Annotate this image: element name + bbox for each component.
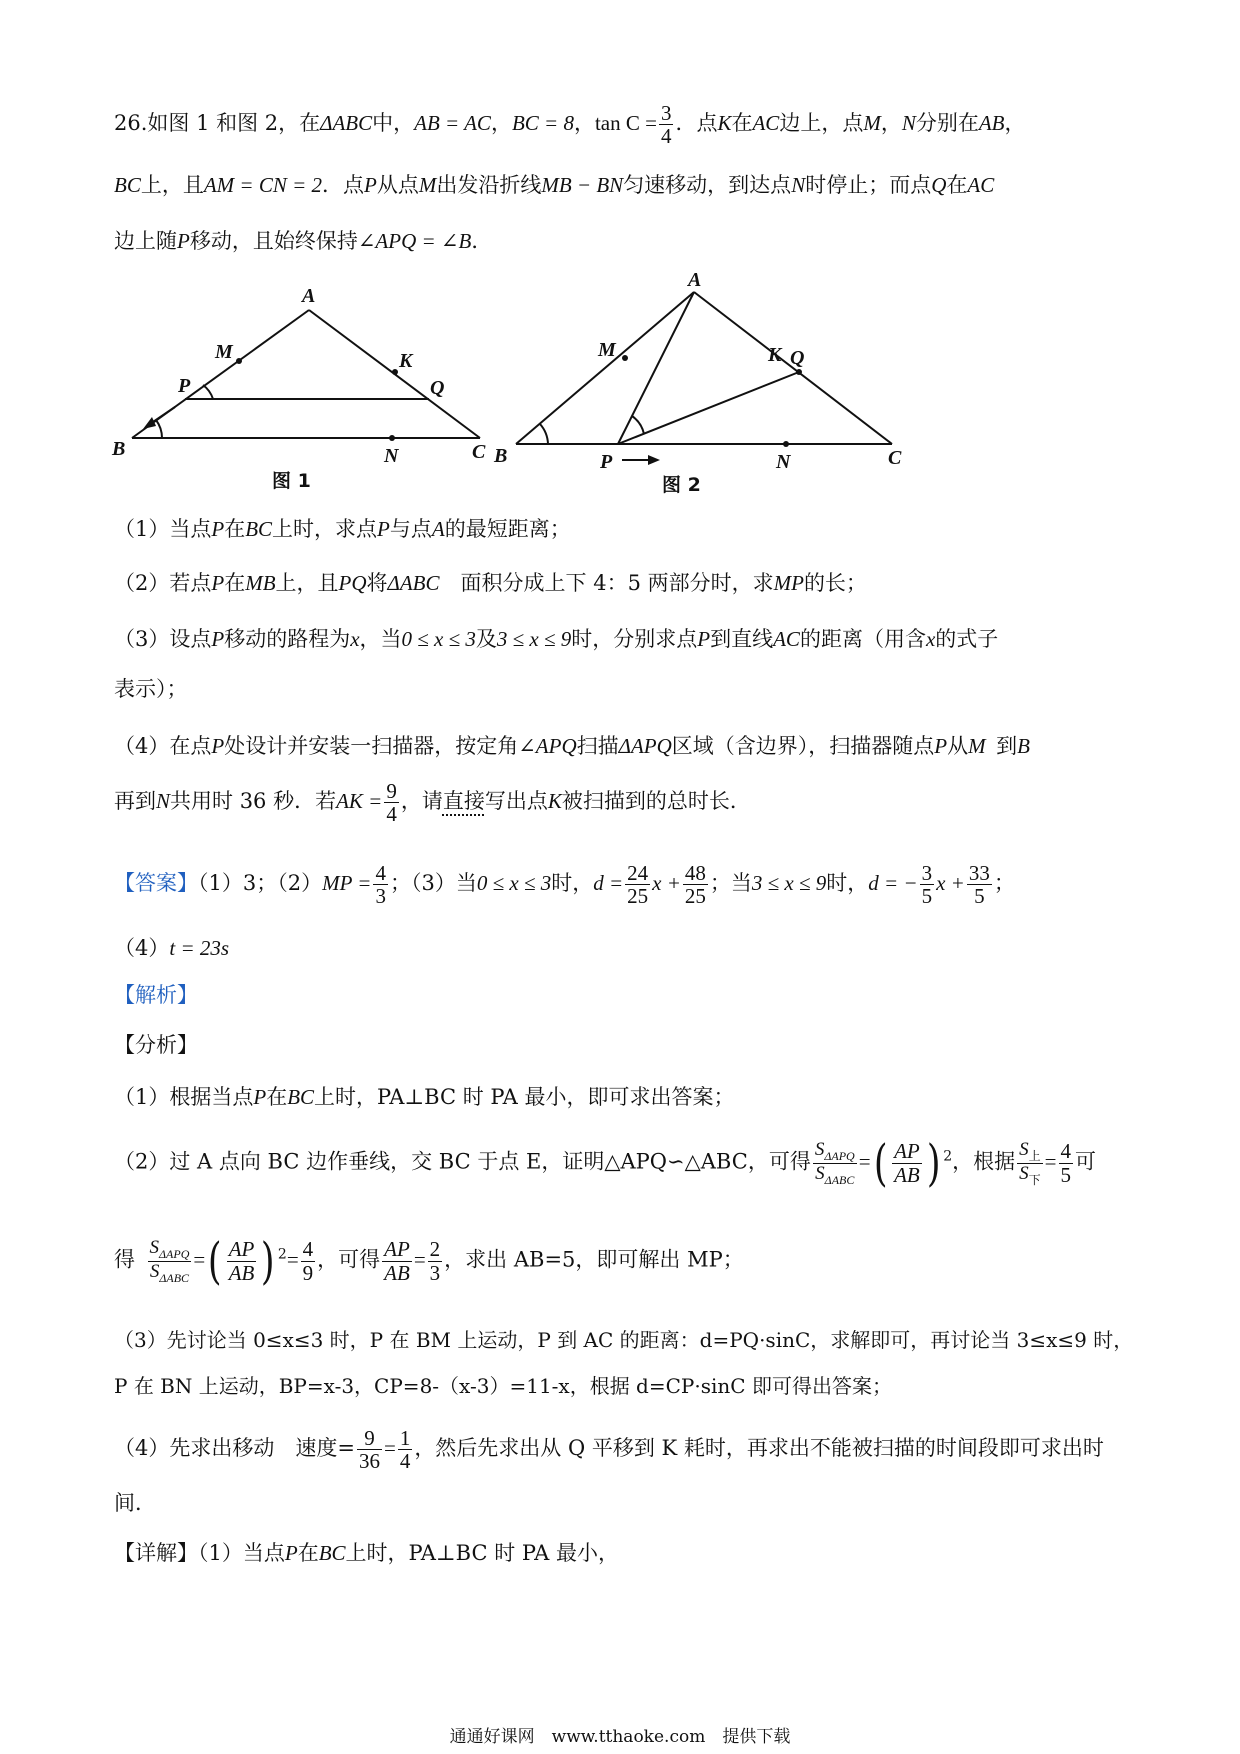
fig1-point-n	[389, 435, 395, 441]
fig1-label-c: C	[472, 441, 486, 463]
analysis-heading: 【分析】	[114, 1033, 198, 1057]
fig2-point-n	[783, 441, 789, 447]
fig2-label-m: M	[598, 339, 616, 361]
analysis-step-3: （3）先讨论当 0≤x≤3 时，P 在 BM 上运动，P 到 AC 的距离：d=PQ·sinC，求解即可，再讨论当 3≤x≤9 时，	[114, 1328, 1134, 1352]
problem-line-2: BC上，且AM = CN = 2．点P从点M出发沿折线MB − BN匀速移动，到达点N时停止；而点Q在AC	[114, 173, 995, 197]
answer-tag: 【答案】	[114, 871, 198, 896]
fig1-label-k: K	[399, 350, 413, 372]
question-1: （1）当点P在BC上时，求点P与点A的最短距离；	[114, 517, 571, 541]
figure-1	[110, 280, 500, 495]
question-3: （3）设点P移动的路程为x，当0 ≤ x ≤ 3及3 ≤ x ≤ 9时，分别求点P到直线AC的距离（用含x的式子	[114, 627, 999, 651]
fig2-segment-ap	[618, 292, 694, 444]
answer-line-2: （4）t = 23s	[114, 936, 230, 960]
fig2-segment-pq	[618, 372, 799, 444]
analysis-tag: 【解析】	[114, 983, 198, 1007]
fig1-label-q: Q	[430, 377, 445, 399]
fig2-angle-p	[632, 416, 644, 434]
question-3-cont: 表示）；	[114, 677, 188, 701]
fig2-label-p: P	[600, 451, 613, 473]
fig2-label-k: K	[768, 344, 782, 366]
fig2-side-ab	[516, 292, 694, 444]
detail-line: 【详解】（1）当点P在BC上时，PA⊥BC 时 PA 最小，	[114, 1541, 619, 1565]
fig1-label-a: A	[302, 285, 316, 307]
fig1-point-m	[236, 358, 242, 364]
analysis-step-1: （1）根据当点P在BC上时，PA⊥BC 时 PA 最小，即可求出答案；	[114, 1085, 735, 1109]
analysis-step-4: （4）先求出移动 速度= $\frac{9}{36}$ = $\frac{1}{4}$ ，然后先求出从 Q 平移到 K 耗时，再求出不能被扫描的时间段即可求出时	[114, 1426, 1104, 1474]
fig2-label-n: N	[776, 451, 791, 473]
figure-2	[492, 272, 922, 500]
fig1-label-p: P	[178, 375, 191, 397]
problem-line-3: 边上随P移动，且始终保持∠APQ = ∠B．	[114, 229, 493, 253]
fig1-angle-b	[156, 420, 162, 438]
problem-line-1: 26.如图 1 和图 2，在ΔABC中，AB = AC，BC = 8，tan C = $\frac{3}{4}$ ．点K在AC边上，点M，N分别在AB，	[114, 101, 1026, 149]
answer-line-1: 【答案】（1）3；（2）MP = $\frac{4}{3}$ ；（3）当0 ≤ x ≤ 3时，d = $\frac{24}{25}$ x + $\frac{48}{25}$ ；当3 ≤ x ≤ 9时，d = − $\frac{3}{5}$ x + $\frac{33}{5}$ ；	[114, 861, 1015, 909]
analysis-step-2-cont: 得 $\frac{S_{\Delta APQ}}{S_{\Delta ABC}}$ =( $\frac{AP}{AB}$ ) $^2$= $\frac{4}{9}$ ，可得 $\frac{AP}{AB}$ = $\frac{2}{3}$ ，求出 AB=5，即可解出 MP；	[114, 1232, 744, 1290]
fig2-point-m	[622, 355, 628, 361]
fig1-label-m: M	[215, 341, 233, 363]
fig2-arrow-head	[648, 455, 660, 465]
tan-fraction: $\frac{3}{4}$	[660, 101, 672, 149]
fig1-point-k	[392, 369, 398, 375]
fig2-label-b: B	[494, 445, 508, 467]
analysis-step-2: （2）过 A 点向 BC 边作垂线，交 BC 于点 E，证明△APQ∽△ABC，可得 $\frac{S_{\Delta APQ}}{S_{\Delta ABC}}$ =( $\frac{AP}{AB}$ ) $^2$，根据 $\frac{S_上}{S_下}$ = $\frac{4}{5}$ 可	[114, 1134, 1097, 1192]
fig2-caption: 图 2	[662, 474, 701, 496]
question-4: （4）在点P处设计并安装一扫描器，按定角∠APQ扫描ΔAPQ区域（含边界），扫描器随点P从M 到B	[114, 734, 1030, 758]
fig1-caption: 图 1	[272, 470, 311, 492]
analysis-step-4-cont: 间．	[114, 1491, 156, 1515]
fig2-label-a: A	[688, 272, 702, 291]
fig1-angle-p	[203, 385, 213, 399]
fig1-label-b: B	[112, 438, 126, 460]
fig1-arrow-head	[143, 417, 156, 429]
ak-fraction: $\frac{9}{4}$	[386, 779, 397, 827]
question-2: （2）若点P在MB上，且PQ将ΔABC 面积分成上下 4：5 两部分时，求MP的长；	[114, 571, 867, 595]
fig2-point-k	[796, 369, 802, 375]
fig2-label-c: C	[888, 447, 902, 469]
fig2-angle-b	[540, 424, 548, 444]
fig2-label-q: Q	[790, 347, 805, 369]
fig1-label-n: N	[384, 445, 399, 467]
analysis-step-3-cont: P 在 BN 上运动，BP=x-3，CP=8-（x-3）=11-x，根据 d=CP·sinC 即可得出答案；	[114, 1374, 892, 1398]
page-footer: 通通好课网 www.tthaoke.com 提供下载	[449, 1727, 791, 1747]
question-4-cont: 再到N共用时 36 秒．若AK = $\frac{9}{4}$ ，请直接写出点K被扫描到的总时长．	[114, 779, 751, 827]
